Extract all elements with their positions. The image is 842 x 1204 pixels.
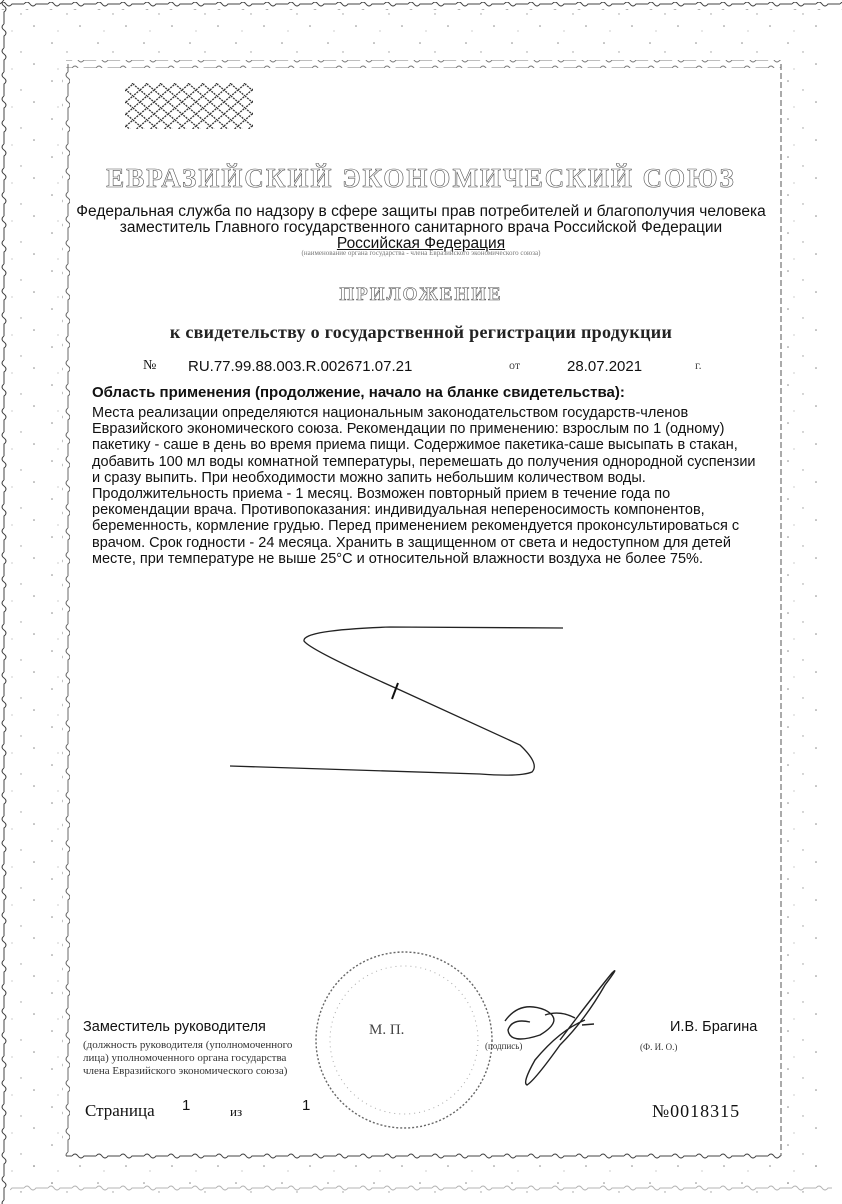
registration-number: RU.77.99.88.003.R.002671.07.21 [188,358,413,375]
scope-title: Область применения (продолжение, начало на бланке свидетельства): [92,384,625,401]
scope-line: Евразийского экономического союза. Рекомендации по применению: взрослым по 1 (одному) [92,421,725,438]
scope-line: добавить 100 мл воды комнатной температуры, перемешать до получения однородной суспензии [92,453,756,470]
union-title: ЕВРАЗИЙСКИЙ ЭКОНОМИЧЕСКИЙ СОЮЗ [106,163,736,193]
appendix-subtitle: к свидетельству о государственной регистрации продукции [169,322,673,342]
scope-line: и сразу выпить. При необходимости можно запить небольшим количеством воды. [92,469,646,486]
scope-line: пакетику - саше в день во время приема пищи. Содержимое пакетика-саше высыпать в стакан, [92,437,738,454]
scope-body [92,405,772,567]
agency-caption: (наименование органа государства - члена Евразийского экономического союза) [301,249,541,257]
page-of-label: из [230,1104,243,1119]
signature-caption: (подпись) [485,1041,523,1051]
form-number: №0018315 [652,1101,741,1121]
registration-date: 28.07.2021 [567,358,643,375]
handwritten-signature [505,971,615,1085]
date-label: от [509,358,521,372]
z-mark-cancellation [230,627,563,775]
outer-border-top [0,2,842,10]
position-caption: (должность руководителя (уполномоченного лица) уполномоченного органа государства члена Евразийского экономического союза) [83,1039,293,1077]
year-suffix: г. [695,358,702,372]
scope-line: Места реализации определяются национальным законодательством государств-членов [92,405,689,421]
page-label: Страница [85,1101,155,1120]
signatory-name: И.В. Брагина [670,1019,758,1035]
appendix-title: ПРИЛОЖЕНИЕ [339,284,503,305]
scope-line: месте, при температуре не выше 25°C и относительной влажности воздуха не более 75%. [92,550,703,567]
stamp-label: М. П. [369,1022,405,1038]
scope-line: беременность, кормление грудью. Перед применением рекомендуется проконсультироваться с [92,518,740,535]
inner-border-top [66,60,781,68]
scope-line: Продолжительность приема - 1 месяц. Возможен повторный прием в течение года по [92,486,671,503]
agency-country: Российская Федерация [336,235,506,252]
official-stamp [316,952,492,1128]
guilloche-emblem [125,83,253,129]
page-total: 1 [302,1097,311,1114]
scope-line: рекомендации врача. Противопоказания: индивидуальная непереносимость компонентов, [92,502,705,519]
agency-line-1: Федеральная служба по надзору в сфере защиты прав потребителей и благополучия человека [76,203,766,220]
name-caption: (Ф. И. О.) [640,1042,678,1052]
page-current: 1 [182,1097,191,1114]
scope-line: врачом. Срок годности - 24 месяца. Хранить в защищенном от света и недоступном для детей [92,534,731,551]
agency-line-2: заместитель Главного государственного санитарного врача Российской Федерации [119,219,723,236]
signatory-position: Заместитель руководителя [83,1019,266,1035]
number-label: № [143,358,157,373]
inner-border-bottom [66,1151,781,1159]
